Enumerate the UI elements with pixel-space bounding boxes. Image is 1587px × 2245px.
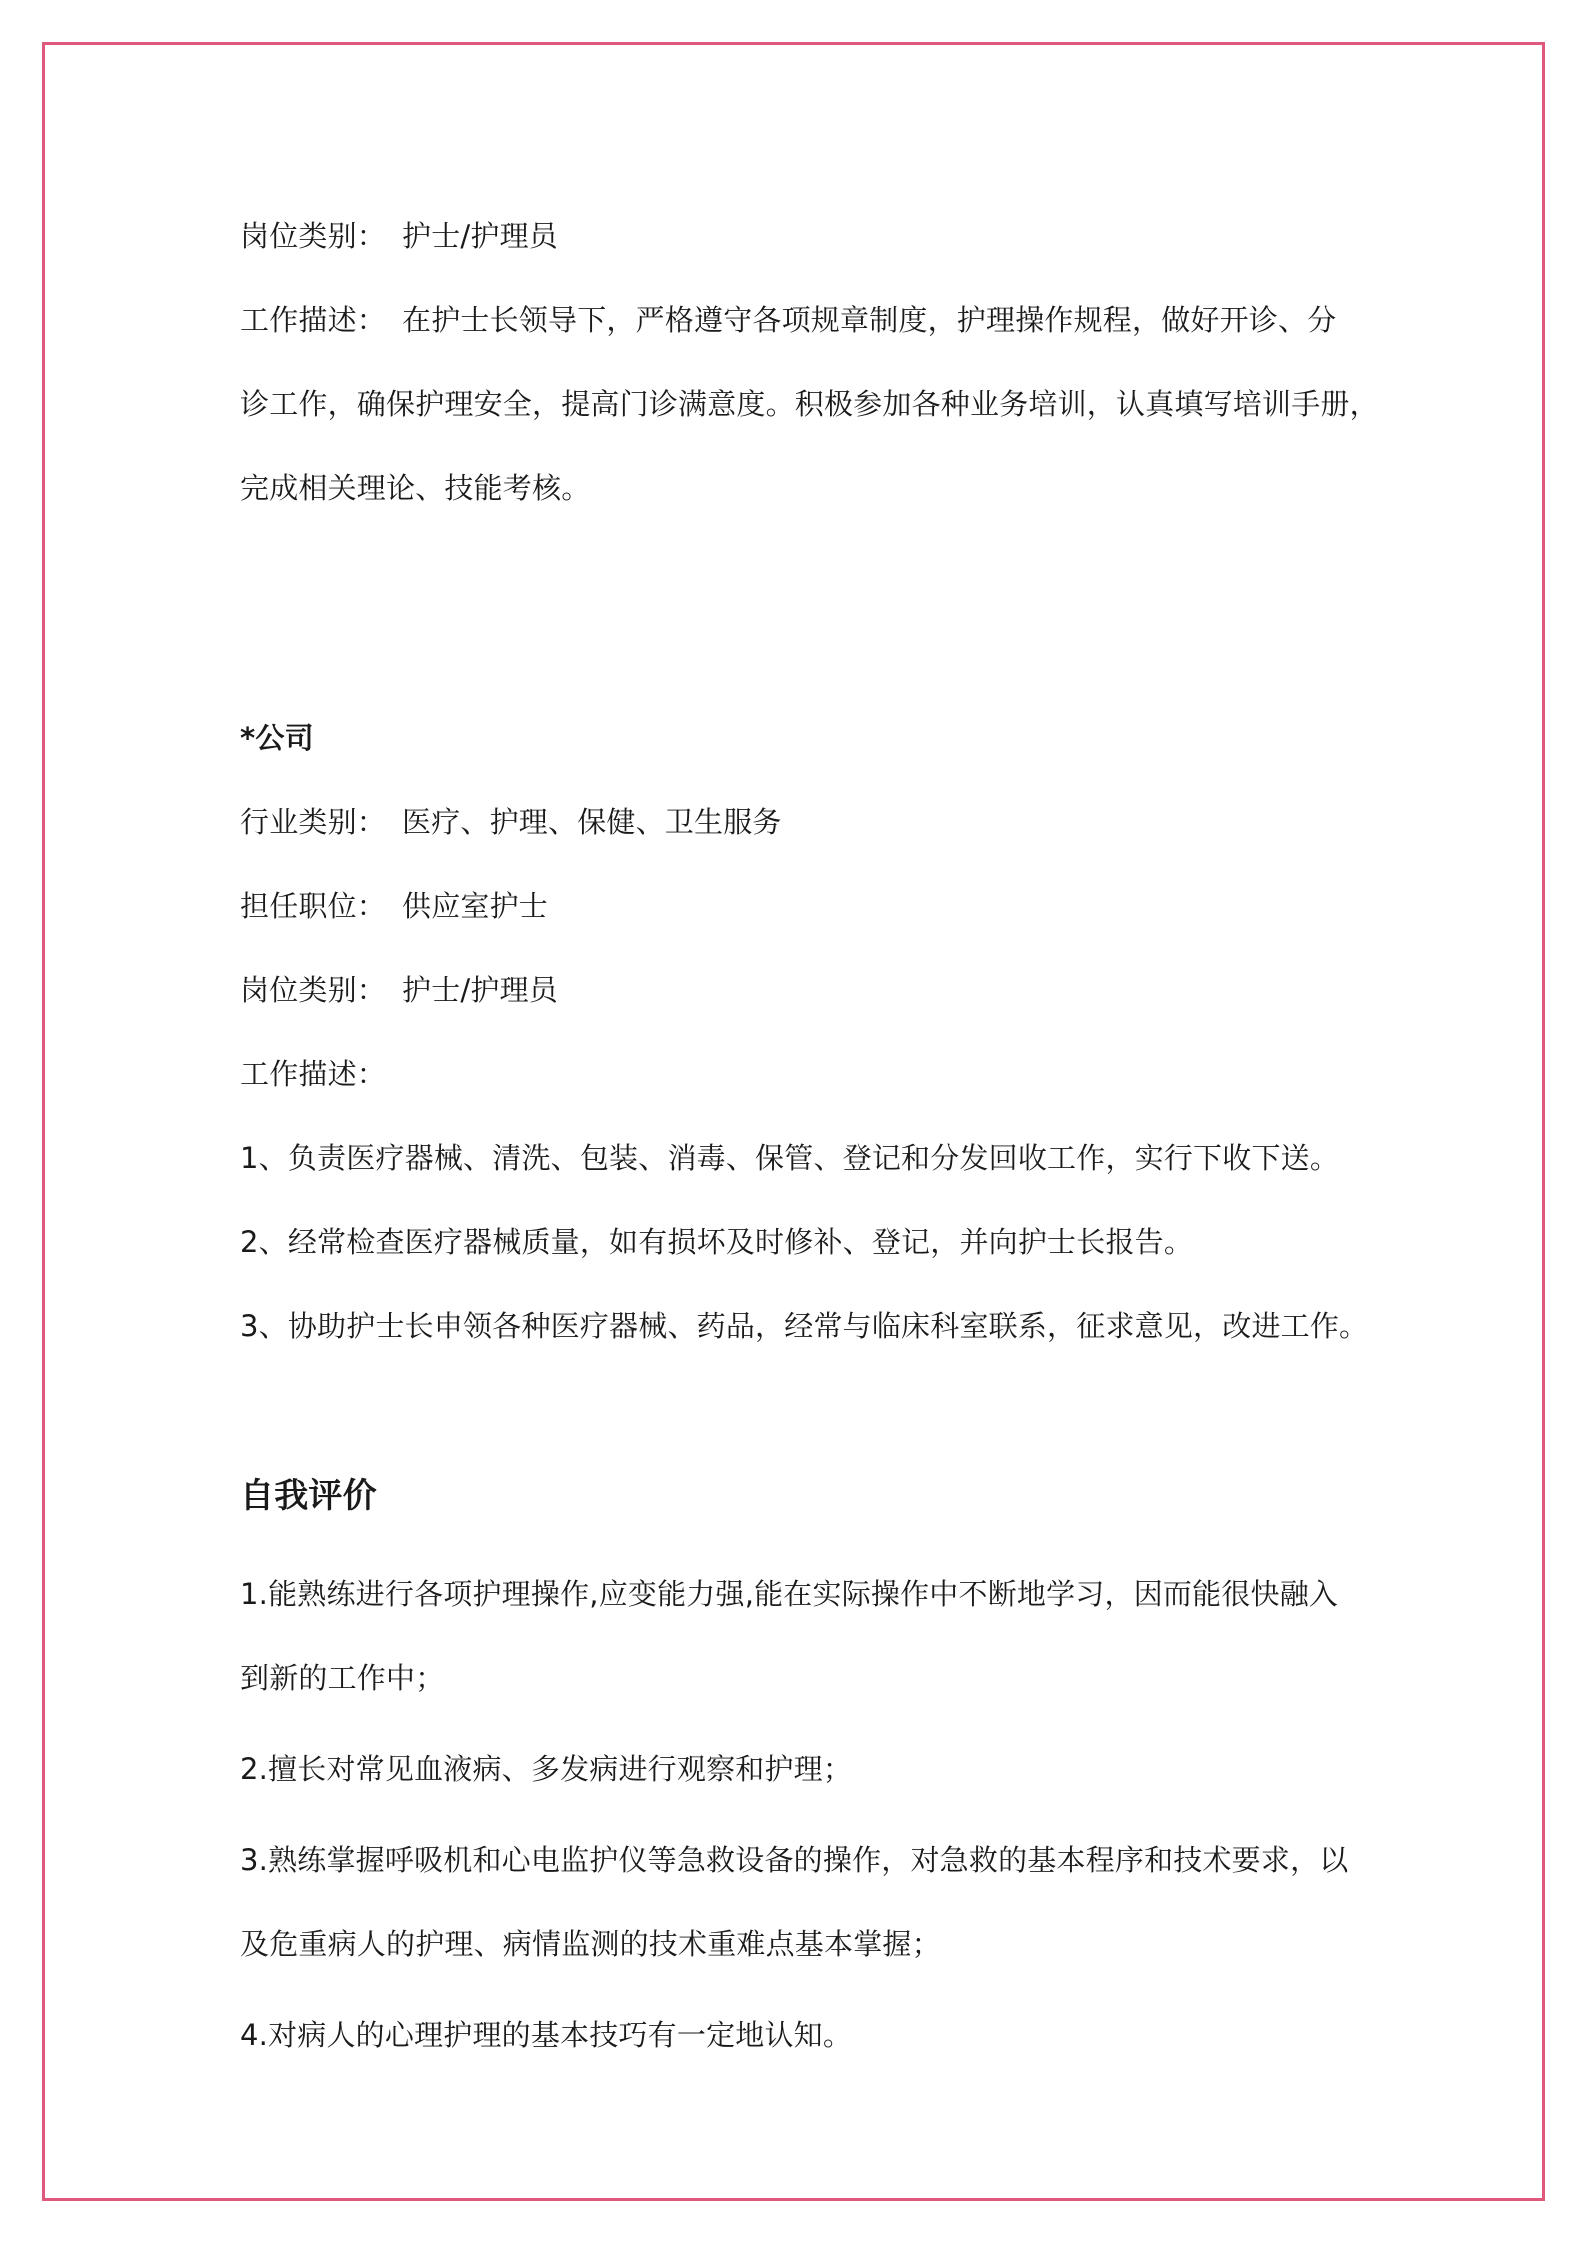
job1-description-line-3: 完成相关理论、技能考核。 — [240, 471, 591, 505]
title-label: 担任职位： — [240, 889, 387, 923]
self-evaluation-line: 到新的工作中； — [240, 1661, 445, 1695]
position-type-label: 岗位类别： — [240, 219, 387, 253]
self-evaluation-line: 2.擅长对常见血液病、多发病进行观察和护理； — [240, 1752, 853, 1786]
job2-description-label: 工作描述： — [240, 1057, 387, 1091]
self-evaluation-line: 1.能熟练进行各项护理操作,应变能力强,能在实际操作中不断地学习，因而能很快融入 — [240, 1577, 1339, 1611]
job2-title-row — [240, 886, 548, 926]
position-type-label: 岗位类别： — [240, 973, 387, 1007]
company-name: *公司 — [240, 721, 314, 755]
position-type-value: 护士/护理员 — [402, 219, 558, 253]
job2-duty-item: 3、协助护士长申领各种医疗器械、药品，经常与临床科室联系，征求意见，改进工作。 — [240, 1309, 1369, 1343]
self-evaluation-line: 4.对病人的心理护理的基本技巧有一定地认知。 — [240, 2018, 853, 2052]
job1-description-row — [240, 300, 1336, 340]
industry-value: 医疗、护理、保健、卫生服务 — [402, 805, 782, 839]
position-type-value: 护士/护理员 — [402, 973, 558, 1007]
self-evaluation-line: 及危重病人的护理、病情监测的技术重难点基本掌握； — [240, 1927, 941, 1961]
title-value: 供应室护士 — [402, 889, 549, 923]
description-label: 工作描述： — [240, 303, 387, 337]
job1-position-type-row — [240, 216, 558, 256]
description-line-1: 在护士长领导下，严格遵守各项规章制度，护理操作规程，做好开诊、分 — [402, 303, 1337, 337]
self-evaluation-line: 3.熟练掌握呼吸机和心电监护仪等急救设备的操作，对急救的基本程序和技术要求，以 — [240, 1843, 1349, 1877]
self-evaluation-heading: 自我评价 — [240, 1476, 377, 1516]
industry-label: 行业类别： — [240, 805, 387, 839]
job2-position-type-row — [240, 970, 558, 1010]
job1-description-line-2: 诊工作，确保护理安全，提高门诊满意度。积极参加各种业务培训，认真填写培训手册， — [240, 387, 1379, 421]
job2-duty-item: 1、负责医疗器械、清洗、包装、消毒、保管、登记和分发回收工作，实行下收下送。 — [240, 1141, 1340, 1175]
job2-duty-item: 2、经常检查医疗器械质量，如有损坏及时修补、登记，并向护士长报告。 — [240, 1225, 1194, 1259]
job2-industry-row — [240, 802, 782, 842]
